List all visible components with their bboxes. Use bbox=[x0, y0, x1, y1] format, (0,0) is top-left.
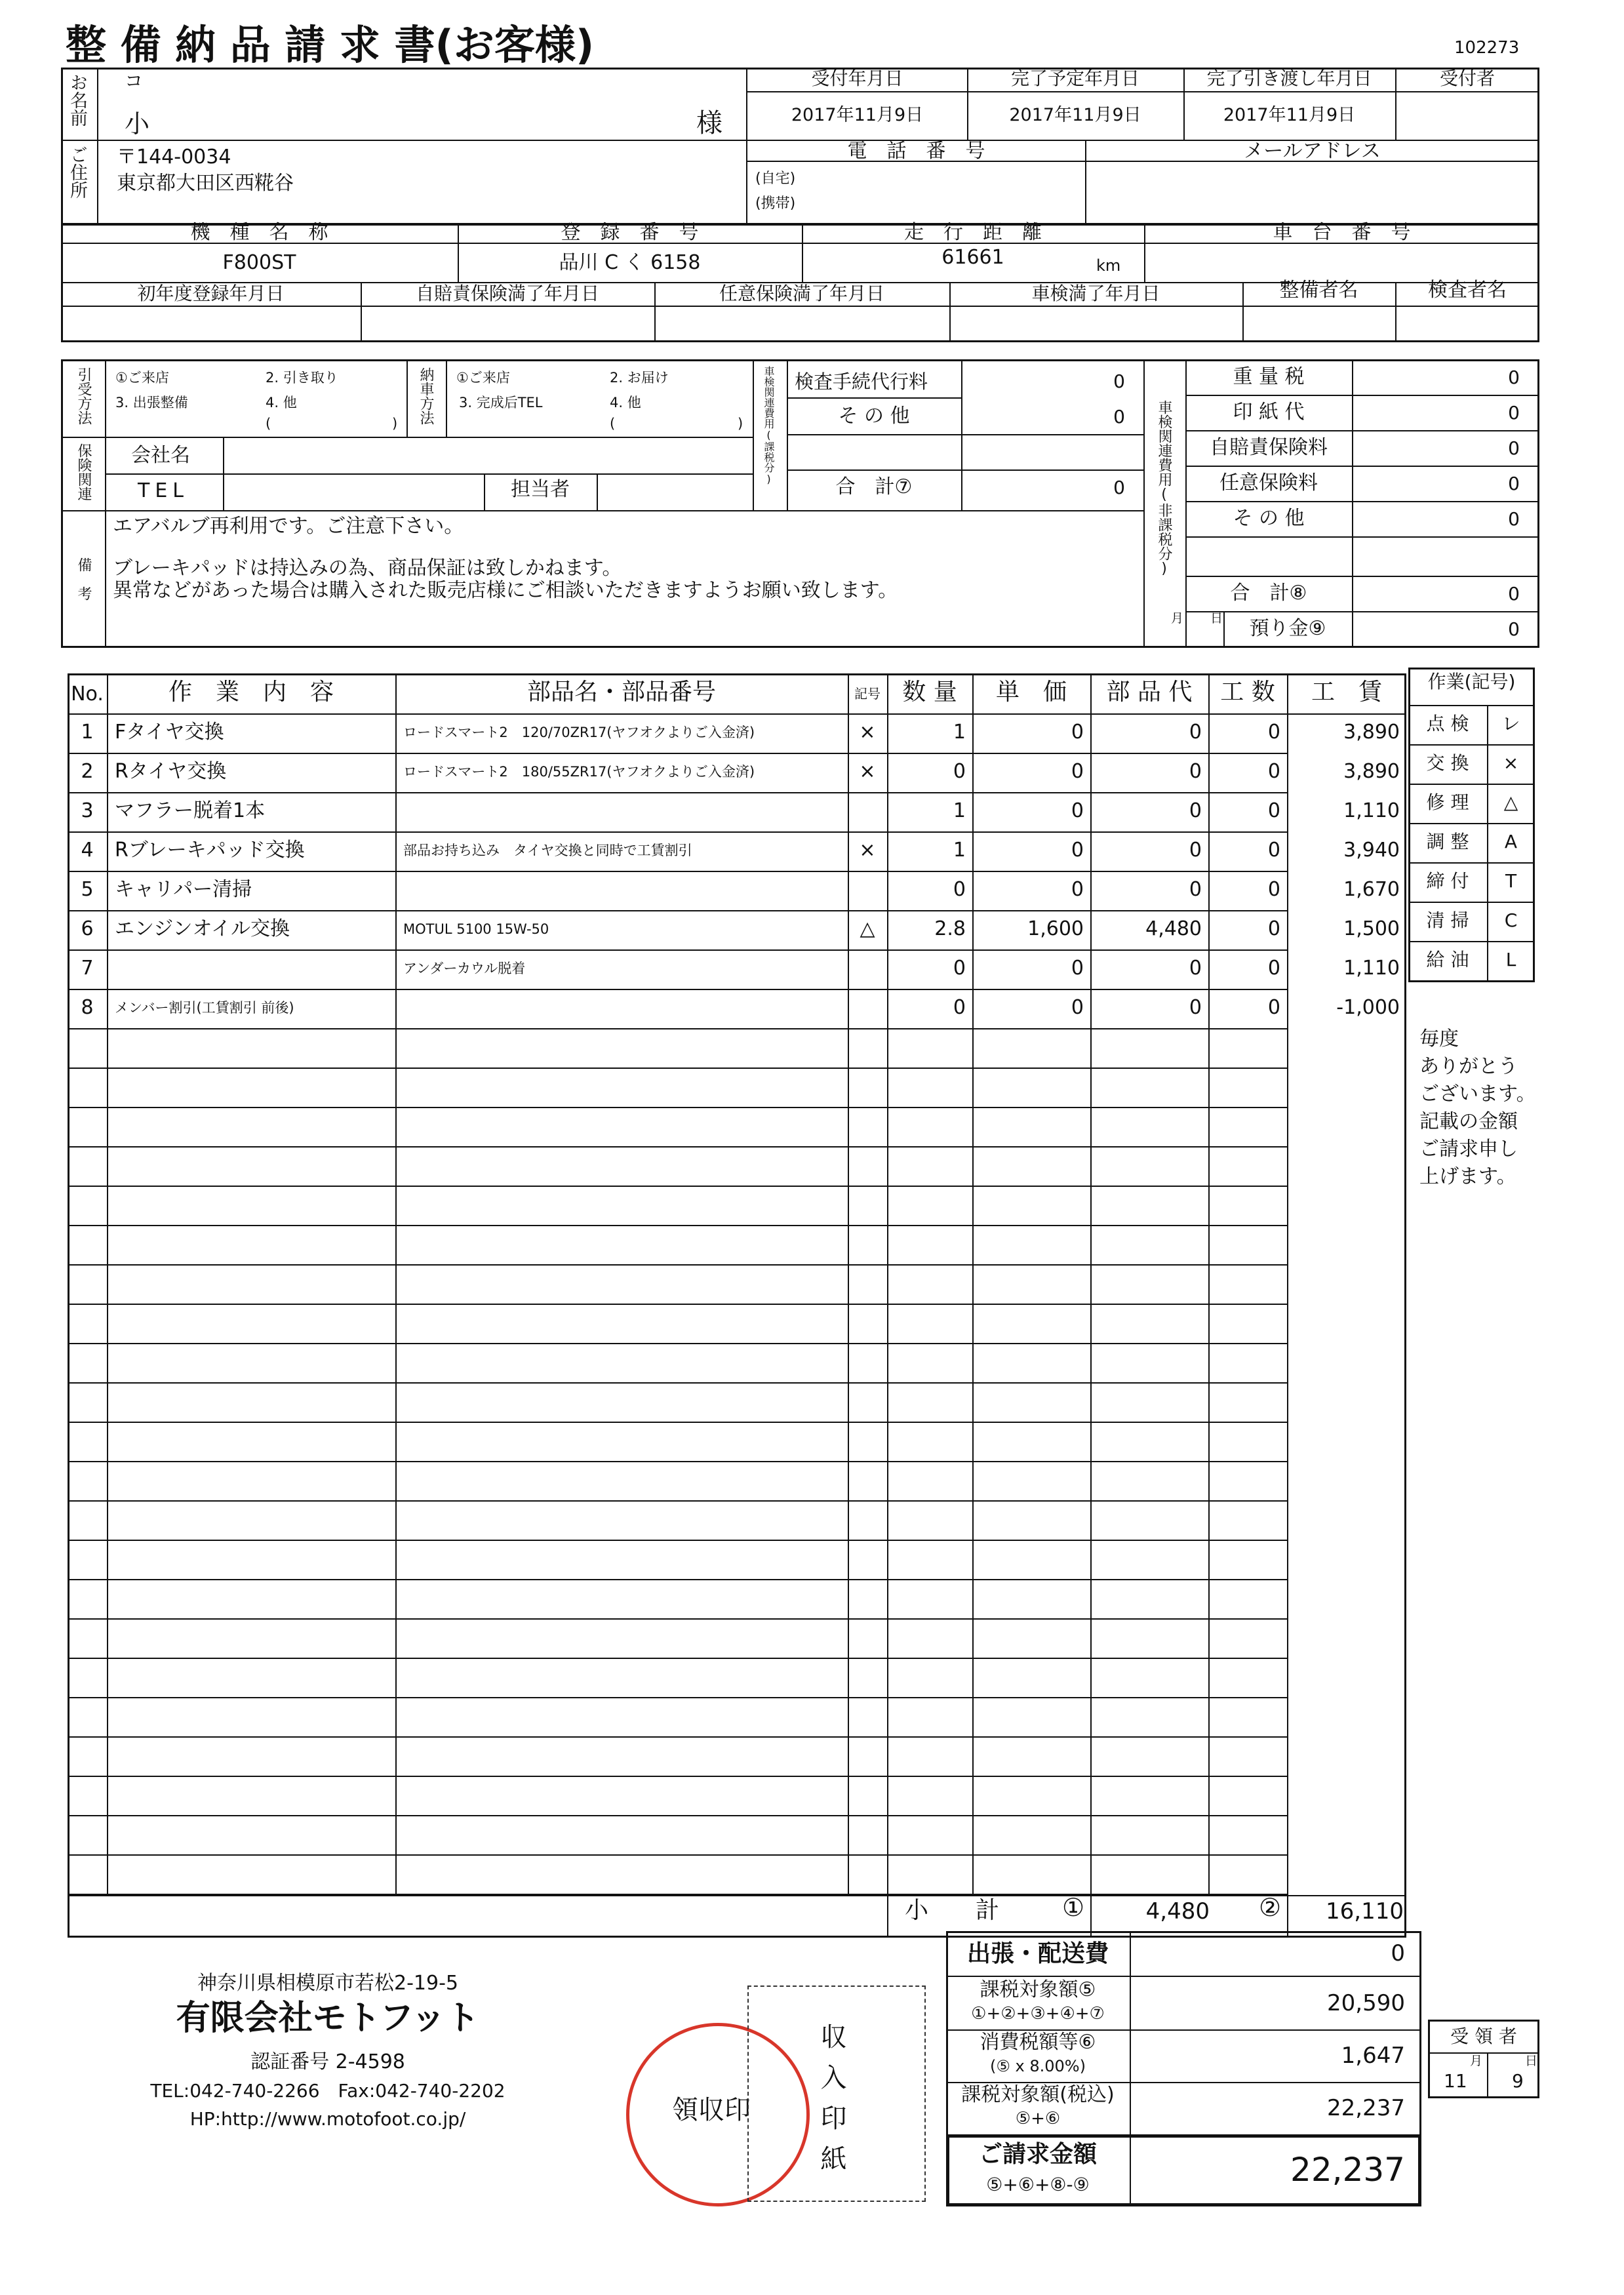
thanks-line-6: 上げます。 bbox=[1419, 1165, 1516, 1188]
weight-tax-value: 0 bbox=[1508, 367, 1520, 388]
weight-tax-label: 重 量 税 bbox=[1233, 365, 1305, 388]
remark-3: 異常などがあった場合は購入された販売店様にご相談いただきますようお願い致します。 bbox=[113, 579, 898, 602]
vol-exp-label: 任意保険満了年月日 bbox=[719, 283, 884, 304]
person-label: 担当者 bbox=[511, 478, 570, 501]
legend-symbol-3: △ bbox=[1503, 791, 1518, 813]
tax-value: 1,647 bbox=[1341, 2043, 1405, 2069]
delivery-paren-open: ( bbox=[610, 416, 616, 431]
delivery-option-1: ①ご来店 bbox=[456, 370, 510, 386]
receiver-month: 11 bbox=[1444, 2070, 1467, 2092]
table-row-line bbox=[68, 949, 1287, 951]
insurance-label: 保険関連 bbox=[75, 443, 92, 501]
work-row-6-mh: 0 bbox=[1267, 917, 1280, 940]
delivery-option-3: 3. 完成后TEL bbox=[459, 395, 543, 410]
pickup-option-3: 3. 出張整備 bbox=[115, 395, 188, 410]
work-row-1-pcost: 0 bbox=[1189, 721, 1202, 744]
receiver-day-label: 日 bbox=[1525, 2054, 1538, 2068]
work-row-7-unit: 0 bbox=[1071, 957, 1084, 980]
legend-label-2: 交 換 bbox=[1426, 752, 1469, 774]
shipping-label: 出張・配送費 bbox=[966, 1940, 1109, 1967]
table-row-line bbox=[68, 1854, 1287, 1856]
subtotal-circle-1: ① bbox=[1062, 1893, 1085, 1922]
col-parts-cost: 部 品 代 bbox=[1106, 679, 1193, 706]
col-mark: 記号 bbox=[854, 686, 881, 702]
work-row-6-parts: MOTUL 5100 15W-50 bbox=[403, 921, 549, 937]
labor-subtotal: 16,110 bbox=[1326, 1898, 1404, 1925]
work-row-5-mh: 0 bbox=[1267, 878, 1280, 901]
work-row-6-labor: 1,500 bbox=[1343, 917, 1400, 940]
planned-date-label: 完了予定年月日 bbox=[1010, 68, 1139, 89]
table-row-line bbox=[68, 1028, 1287, 1029]
work-row-7-qty: 0 bbox=[953, 957, 966, 980]
table-row-line bbox=[68, 1264, 1287, 1266]
receiver-day: 9 bbox=[1512, 2070, 1524, 2092]
table-row-line bbox=[68, 1382, 1287, 1384]
page-title: 整 備 納 品 請 求 書(お客様) bbox=[66, 21, 595, 69]
delivery-date-label: 完了引き渡し年月日 bbox=[1206, 68, 1372, 89]
deposit-day-label: 日 bbox=[1210, 611, 1223, 626]
company-label: 会社名 bbox=[131, 444, 190, 467]
table-row-line bbox=[68, 1815, 1287, 1816]
table-row-line bbox=[68, 1658, 1287, 1659]
address-label: ご住所 bbox=[67, 146, 87, 199]
model-label: 機 種 名 称 bbox=[190, 221, 328, 244]
inspection-total-value: 0 bbox=[1113, 477, 1125, 498]
work-row-4-mark: × bbox=[859, 839, 876, 862]
postal-code: 〒144-0034 bbox=[117, 146, 231, 169]
frame-no-label: 車 台 番 号 bbox=[1273, 221, 1411, 244]
thanks-line-2: ありがとう bbox=[1419, 1055, 1518, 1078]
thanks-line-4: 記載の金額 bbox=[1419, 1110, 1518, 1133]
table-row-line bbox=[68, 871, 1287, 872]
work-row-2-work: Rタイヤ交換 bbox=[115, 760, 227, 783]
pickup-option-2: 2. 引き取り bbox=[266, 370, 338, 386]
legend-label-7: 給 油 bbox=[1426, 949, 1469, 970]
legend-row-line bbox=[1408, 823, 1535, 824]
work-row-8-qty: 0 bbox=[953, 996, 966, 1019]
delivery-date: 2017年11月9日 bbox=[1223, 105, 1356, 125]
legend-label-5: 締 付 bbox=[1426, 870, 1469, 892]
shop-phone: TEL:042-740-2266 Fax:042-740-2202 bbox=[150, 2080, 505, 2102]
inspection-other-item: そ の 他 bbox=[838, 405, 910, 428]
stamp-fee-label: 印 紙 代 bbox=[1233, 401, 1305, 424]
thanks-line-5: ご請求申し bbox=[1419, 1138, 1518, 1161]
received-date-label: 受付年月日 bbox=[811, 68, 903, 89]
legend-label-6: 清 掃 bbox=[1426, 909, 1469, 931]
legend-label-3: 修 理 bbox=[1426, 791, 1469, 813]
work-row-4-parts: 部品お持ち込み タイヤ交換と同時で工賃割引 bbox=[403, 843, 692, 858]
reg-no-label: 登 録 番 号 bbox=[561, 221, 699, 244]
inspection-fee-item: 検査手続代行料 bbox=[795, 370, 928, 393]
taxable-label: 課税対象額⑤ bbox=[980, 1978, 1096, 2001]
work-row-4-no: 4 bbox=[81, 839, 94, 862]
work-row-3-no: 3 bbox=[81, 799, 94, 822]
col-no: No. bbox=[71, 683, 104, 706]
mechanic-label: 整備者名 bbox=[1279, 279, 1358, 302]
work-row-2-pcost: 0 bbox=[1189, 760, 1202, 783]
planned-date: 2017年11月9日 bbox=[1009, 105, 1141, 125]
deposit-month-label: 月 bbox=[1171, 611, 1184, 626]
received-date: 2017年11月9日 bbox=[791, 105, 924, 125]
table-row-line bbox=[68, 753, 1287, 754]
work-row-7-labor: 1,110 bbox=[1343, 957, 1400, 980]
col-parts: 部品名・部品番号 bbox=[526, 679, 716, 706]
work-row-6-qty: 2.8 bbox=[934, 917, 966, 940]
col-man-hours: 工 数 bbox=[1220, 679, 1275, 706]
work-row-3-work: マフラー脱着1本 bbox=[115, 799, 266, 822]
mobile-phone-label: (携帯) bbox=[755, 195, 796, 212]
table-row-line bbox=[68, 1068, 1287, 1069]
col-qty: 数 量 bbox=[902, 679, 957, 706]
work-row-1-work: Fタイヤ交換 bbox=[115, 721, 224, 744]
delivery-option-2: 2. お届け bbox=[610, 370, 669, 386]
table-row-line bbox=[68, 1461, 1287, 1462]
taxable-value: 20,590 bbox=[1327, 1990, 1405, 2016]
legend-row-line bbox=[1408, 941, 1535, 942]
work-row-8-unit: 0 bbox=[1071, 996, 1084, 1019]
work-row-4-labor: 3,940 bbox=[1343, 839, 1400, 862]
work-table bbox=[68, 673, 1406, 1938]
inspection-total-label: 合 計⑦ bbox=[835, 475, 913, 498]
invoice-amount-value: 22,237 bbox=[1290, 2151, 1405, 2189]
thanks-line-3: ございます。 bbox=[1419, 1083, 1536, 1106]
pickup-paren-close: ) bbox=[392, 416, 398, 431]
work-row-1-unit: 0 bbox=[1071, 721, 1084, 744]
subtotal-label: 小 計 bbox=[905, 1897, 1000, 1924]
incl-formula: ⑤+⑥ bbox=[1015, 2109, 1061, 2128]
work-row-3-pcost: 0 bbox=[1189, 799, 1202, 822]
table-row-line bbox=[68, 989, 1287, 990]
thanks-line-1: 毎度 bbox=[1419, 1028, 1459, 1050]
col-unit-price: 単 価 bbox=[995, 679, 1067, 706]
col-labor: 工 賃 bbox=[1311, 679, 1382, 706]
pickup-option-4: 4. 他 bbox=[266, 395, 297, 410]
cali-exp-label: 自賠責保険満了年月日 bbox=[415, 283, 599, 304]
cali-fee-label: 自賠責保険料 bbox=[1210, 436, 1328, 459]
work-row-2-unit: 0 bbox=[1071, 760, 1084, 783]
work-row-5-qty: 0 bbox=[953, 878, 966, 901]
deposit-label: 預り金⑨ bbox=[1249, 617, 1326, 640]
remark-2: ブレーキパッドは持込みの為、商品保証は致しかねます。 bbox=[113, 557, 622, 580]
tax-label: 消費税額等⑥ bbox=[980, 2031, 1096, 2054]
legend-label-4: 調 整 bbox=[1426, 831, 1469, 852]
pickup-method-label: 引受方法 bbox=[75, 367, 92, 425]
vehicle-model: F800ST bbox=[222, 251, 296, 274]
table-row-line bbox=[68, 1146, 1287, 1148]
work-row-4-work: Rブレーキパッド交換 bbox=[115, 839, 305, 862]
delivery-option-4: 4. 他 bbox=[610, 395, 641, 410]
legend-row-line bbox=[1408, 744, 1535, 746]
total8-value: 0 bbox=[1508, 583, 1520, 605]
table-row-line bbox=[68, 1343, 1287, 1344]
km-unit: km bbox=[1096, 256, 1121, 275]
table-row-line bbox=[68, 1776, 1287, 1777]
shipping-value: 0 bbox=[1391, 1940, 1405, 1966]
legend-row-line bbox=[1408, 862, 1535, 864]
work-row-1-parts: ロードスマート2 120/70ZR17(ヤフオクよりご入金済) bbox=[403, 725, 755, 740]
work-row-8-labor: -1,000 bbox=[1336, 996, 1400, 1019]
shop-address: 神奈川県相模原市若松2-19-5 bbox=[197, 1972, 458, 1995]
inspection-exp-label: 車検満了年月日 bbox=[1031, 283, 1160, 304]
work-row-6-mark: △ bbox=[860, 917, 875, 940]
receiver-month-label: 月 bbox=[1470, 2054, 1483, 2068]
work-row-6-work: エンジンオイル交換 bbox=[115, 917, 290, 940]
pickup-paren-open: ( bbox=[266, 416, 271, 431]
vehicle-mileage: 61661 bbox=[941, 246, 1004, 269]
legend-symbol-5: T bbox=[1505, 870, 1517, 892]
work-row-7-mh: 0 bbox=[1267, 957, 1280, 980]
taxable-formula: ①+②+③+④+⑦ bbox=[971, 2004, 1105, 2024]
work-row-8-pcost: 0 bbox=[1189, 996, 1202, 1019]
work-row-7-parts: アンダーカウル脱着 bbox=[403, 961, 526, 976]
work-row-1-no: 1 bbox=[81, 721, 94, 744]
work-row-5-pcost: 0 bbox=[1189, 878, 1202, 901]
deposit-value: 0 bbox=[1508, 618, 1520, 640]
first-reg-label: 初年度登録年月日 bbox=[137, 283, 285, 304]
work-row-3-labor: 1,110 bbox=[1343, 799, 1400, 822]
receiver-label: 受 領 者 bbox=[1450, 2026, 1517, 2047]
name-label: お名前 bbox=[67, 73, 87, 127]
honorific: 様 bbox=[696, 108, 723, 138]
remarks-label: 備 考 bbox=[75, 557, 92, 601]
legend-symbol-2: × bbox=[1503, 752, 1519, 774]
email-label: メールアドレス bbox=[1244, 140, 1381, 163]
table-row-line bbox=[68, 831, 1287, 833]
work-row-7-pcost: 0 bbox=[1189, 957, 1202, 980]
stamp-fee-value: 0 bbox=[1508, 402, 1520, 424]
work-row-3-mh: 0 bbox=[1267, 799, 1280, 822]
other-fee-value: 0 bbox=[1508, 508, 1520, 530]
work-row-1-qty: 1 bbox=[953, 721, 966, 744]
pickup-option-1: ①ご来店 bbox=[115, 370, 169, 386]
work-row-1-mark: × bbox=[859, 721, 876, 744]
cali-fee-value: 0 bbox=[1508, 437, 1520, 459]
table-row-line bbox=[68, 1107, 1287, 1108]
receptionist-label: 受付者 bbox=[1439, 68, 1495, 89]
total8-label: 合 計⑧ bbox=[1230, 582, 1307, 605]
parts-subtotal: 4,480 bbox=[1145, 1898, 1210, 1925]
work-row-8-work: メンバー割引(工賃割引 前後) bbox=[115, 1000, 294, 1016]
table-row-line bbox=[68, 1422, 1287, 1423]
work-row-6-pcost: 4,480 bbox=[1145, 917, 1202, 940]
legend-row-line bbox=[1408, 705, 1535, 706]
shop-homepage: HP:http://www.motofoot.co.jp/ bbox=[189, 2108, 466, 2130]
table-row-line bbox=[68, 1500, 1287, 1502]
work-row-2-labor: 3,890 bbox=[1343, 760, 1400, 783]
work-row-5-labor: 1,670 bbox=[1343, 878, 1400, 901]
customer-name-2: 小 bbox=[125, 110, 150, 138]
tax-formula: (⑤ x 8.00%) bbox=[990, 2057, 1086, 2075]
work-row-4-mh: 0 bbox=[1267, 839, 1280, 862]
table-row-line bbox=[68, 910, 1287, 911]
work-row-6-unit: 1,600 bbox=[1027, 917, 1084, 940]
delivery-method-label: 納車方法 bbox=[418, 367, 434, 425]
inspection-fee-value: 0 bbox=[1113, 370, 1125, 392]
customer-address: 東京都大田区西糀谷 bbox=[117, 172, 294, 195]
work-row-4-pcost: 0 bbox=[1189, 839, 1202, 862]
remark-1: エアバルブ再利用です。ご注意下さい。 bbox=[113, 515, 464, 538]
vol-fee-label: 任意保険料 bbox=[1219, 471, 1318, 494]
work-row-5-no: 5 bbox=[81, 878, 94, 901]
legend-label-1: 点 検 bbox=[1426, 713, 1469, 734]
incl-label: 課税対象額(税込) bbox=[961, 2083, 1115, 2106]
table-row-line bbox=[68, 1697, 1287, 1698]
vol-fee-value: 0 bbox=[1508, 473, 1520, 494]
receipt-stamp-label: 領収印 bbox=[672, 2095, 751, 2125]
revenue-stamp-label: 収入印紙 bbox=[816, 2023, 846, 2185]
col-work: 作 業 内 容 bbox=[168, 679, 334, 706]
work-row-1-mh: 0 bbox=[1267, 721, 1280, 744]
legend-symbol-6: C bbox=[1504, 909, 1518, 931]
legend-row-line bbox=[1408, 784, 1535, 785]
vehicle-reg-no: 品川 C く 6158 bbox=[559, 251, 701, 274]
legend-separator bbox=[1487, 705, 1488, 982]
table-row-line bbox=[68, 1186, 1287, 1187]
work-row-5-work: キャリパー清掃 bbox=[115, 878, 252, 901]
table-row-line bbox=[68, 1618, 1287, 1620]
invoice-amount-label: ご請求金額 bbox=[978, 2141, 1097, 2168]
delivery-paren-close: ) bbox=[738, 416, 743, 431]
other-fee-label: そ の 他 bbox=[1233, 507, 1305, 530]
work-row-8-mh: 0 bbox=[1267, 996, 1280, 1019]
table-row-line bbox=[68, 1736, 1287, 1738]
shop-name: 有限会社モトフット bbox=[176, 1999, 480, 2038]
work-row-1-labor: 3,890 bbox=[1343, 721, 1400, 744]
incl-value: 22,237 bbox=[1327, 2095, 1405, 2121]
legend-title: 作業(記号) bbox=[1427, 671, 1516, 692]
table-row-line bbox=[68, 1540, 1287, 1541]
mileage-label: 走 行 距 離 bbox=[904, 221, 1042, 244]
work-row-2-parts: ロードスマート2 180/55ZR17(ヤフオクよりご入金済) bbox=[403, 764, 755, 780]
work-row-2-qty: 0 bbox=[953, 760, 966, 783]
shop-cert: 認証番号 2-4598 bbox=[250, 2050, 405, 2073]
work-row-2-mark: × bbox=[859, 760, 876, 783]
table-row-line bbox=[68, 1225, 1287, 1226]
invoice-formula: ⑤+⑥+⑧-⑨ bbox=[986, 2174, 1090, 2195]
work-row-2-no: 2 bbox=[81, 760, 94, 783]
phone-label: 電 話 番 号 bbox=[847, 140, 985, 163]
work-row-8-no: 8 bbox=[81, 996, 94, 1019]
inspection-fee-label: 車検関連費用(課税分) bbox=[762, 366, 775, 485]
work-row-5-unit: 0 bbox=[1071, 878, 1084, 901]
inspection-other-value: 0 bbox=[1113, 406, 1125, 428]
home-phone-label: (自宅) bbox=[755, 170, 796, 187]
table-row-line bbox=[68, 792, 1287, 793]
work-row-2-mh: 0 bbox=[1267, 760, 1280, 783]
document-number: 102273 bbox=[1454, 38, 1520, 58]
work-row-3-qty: 1 bbox=[953, 799, 966, 822]
work-row-4-qty: 1 bbox=[953, 839, 966, 862]
work-row-3-unit: 0 bbox=[1071, 799, 1084, 822]
legend-symbol-4: A bbox=[1504, 831, 1518, 852]
legend-symbol-7: L bbox=[1505, 949, 1516, 970]
subtotal-circle-2: ② bbox=[1259, 1893, 1282, 1922]
nontax-fee-label: 車検関連費用(非課税分) bbox=[1156, 400, 1172, 577]
table-row-line bbox=[68, 1894, 1287, 1895]
work-row-7-no: 7 bbox=[81, 957, 94, 980]
work-row-4-unit: 0 bbox=[1071, 839, 1084, 862]
legend-symbol-1: レ bbox=[1501, 713, 1520, 734]
tel-label: TEL bbox=[138, 479, 189, 502]
table-row-line bbox=[68, 1579, 1287, 1580]
inspector-label: 検査者名 bbox=[1428, 279, 1507, 302]
work-row-6-no: 6 bbox=[81, 917, 94, 940]
table-row-line bbox=[68, 1304, 1287, 1305]
legend-row-line bbox=[1408, 902, 1535, 903]
customer-name-1: コ bbox=[125, 70, 144, 92]
